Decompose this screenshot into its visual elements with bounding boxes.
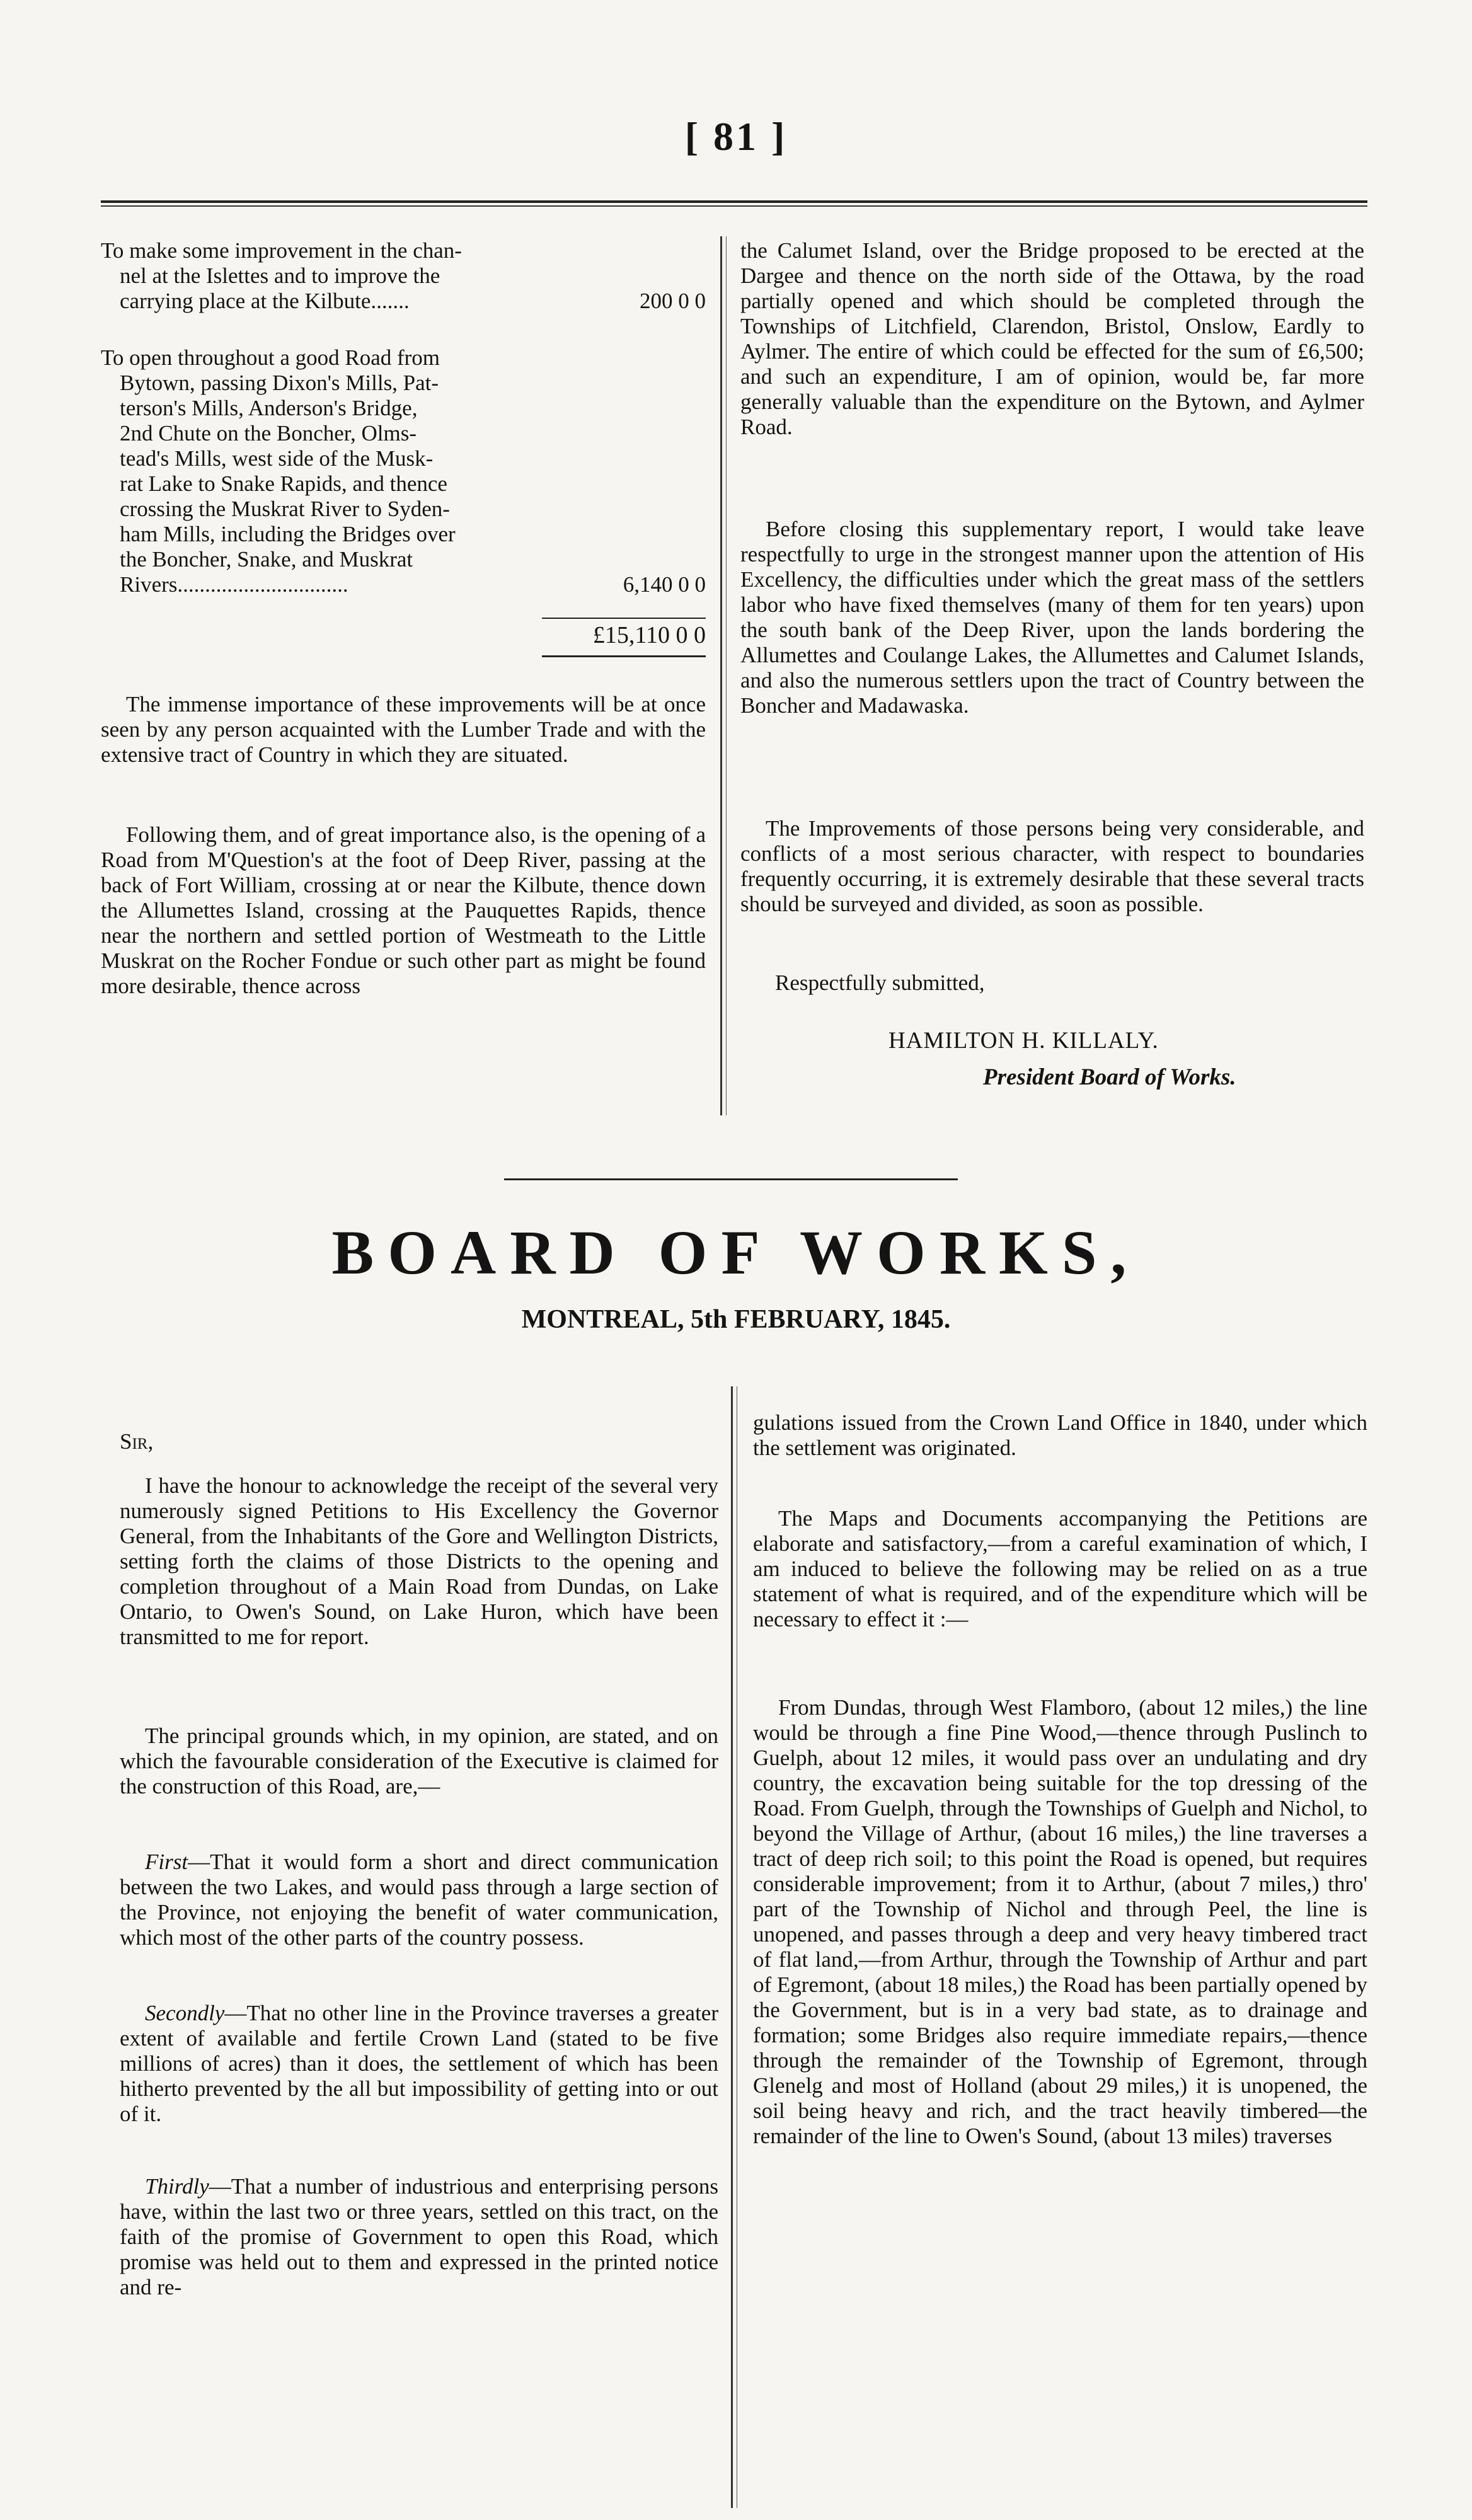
reason-second-text: —That no other line in the Province traverses a greater extent of available and fertile Crown Land (stated to be five millions of acres) than it does, the settlement of which has been hitherto prevented by the all but impossibility of getting into or out of it. [120,2001,718,2126]
section-divider-rule [504,1178,958,1180]
signature-title: President Board of Works. [983,1064,1236,1090]
top-left-paragraph-1: The immense importance of these improvements will be at once seen by any person acquainted with the Lumber Trade and with the extensive tract of Country in which they are situated. [101,692,706,767]
top-right-paragraph-2: Before closing this supplementary report, I would take leave respectfully to urge in the strongest manner upon the attention of His Excellency, the difficulties under which the great mass of the settlers labor who have fixed themselves (many of them for ten years) upon the south bank of the Deep River, upon the lands bordering the Allumettes and Coulange Lakes, the Allumettes and Calumet Islands, and also the numerous settlers upon the tract of Country between the Boncher and Madawaska. [740,517,1364,718]
entry-line: crossing the Muskrat River to Syden- [120,497,450,521]
expense-entry-islettes [101,238,618,314]
entry-amount-bytown-road: 6,140 0 0 [623,572,706,597]
bottom-right-paragraph-1: gulations issued from the Crown Land Office in 1840, under which the settlement was originated. [753,1410,1367,1460]
top-rule [101,200,1367,203]
total-amount: £15,110 0 0 [592,622,706,648]
bottom-right-paragraph-2: The Maps and Documents accompanying the Petitions are elaborate and satisfactory,—from a careful examination of which, I am induced to believe the following may be relied on as a true statement of what is required, and of the expenditure which will be necessary to effect it :— [753,1506,1367,1631]
top-right-paragraph-1: the Calumet Island, over the Bridge proposed to be erected at the Dargee and thence on the north side of the Ottawa, by the road partially opened and which should be completed through the Townships of Litchfield, Clarendon, Bristol, Onslow, Eardly to Aylmer. The entire of which could be effected for the sum of £6,500; and such an expenditure, I am of opinion, would be, far more generally valuable than the expenditure on the Bytown, and Aylmer Road. [740,238,1364,439]
entry-line: tead's Mills, west side of the Musk- [120,446,434,471]
entry-line: Rivers............................... [120,572,348,597]
column-divider-top-thin [726,236,727,1115]
reason-first [120,1850,718,1950]
reason-second-label: Secondly [145,2001,225,2025]
top-left-paragraph-2: Following them, and of great importance also, is the opening of a Road from M'Question's at the foot of Deep River, passing at the back of Fort William, crossing at or near the Kilbute, thence down the Allumettes Island, crossing at the Pauquettes Rapids, thence near the northern and settled portion of Westmeath to the Little Muskrat on the Rocher Fondue or such other part as might be found more desirable, thence across [101,822,706,998]
reason-first-text: —That it would form a short and direct communication between the two Lakes, and would pass through a large section of the Province, not enjoying the benefit of water communication, which most of the other parts of the country possess. [120,1850,718,1950]
reason-first-label: First [145,1850,188,1874]
column-divider-bottom [731,1386,733,2508]
column-divider-top [720,236,722,1115]
signature-name: HAMILTON H. KILLALY. [888,1028,1159,1054]
entry-line: the Boncher, Snake, and Muskrat [120,547,413,572]
page-number: [ 81 ] [684,114,788,159]
entry-amount-islettes: 200 0 0 [640,289,706,313]
salutation: Sir, [120,1429,154,1454]
reason-third [120,2174,718,2300]
top-rule-thin [101,205,1367,207]
entry-line: 2nd Chute on the Boncher, Olms- [120,421,417,446]
top-right-paragraph-3: The Improvements of those persons being very considerable, and conflicts of a most serious character, with respect to boundaries frequently occurring, it is extremely desirable that these several tracts should be surveyed and divided, as soon as possible. [740,816,1364,916]
entry-line: nel at the Islettes and to improve the [120,263,440,288]
total-rule-upper [542,618,706,619]
entry-line: terson's Mills, Anderson's Bridge, [120,396,418,420]
reason-third-label: Thirdly [145,2174,209,2199]
bottom-right-paragraph-3: From Dundas, through West Flamboro, (about 12 miles,) the line would be through a fine Pine Wood,—thence through Puslinch to Guelph, about 12 miles, it would pass over an undulating and dry country, the excavation being suitable for the top dressing of the Road. From Guelph, through the Townships of Guelph and Nichol, to beyond the Village of Arthur, (about 16 miles,) the line traverses a tract of deep rich soil; to this point the Road is opened, but requires considerable improvement; from it to Arthur, (about 7 miles,) thro' part of the Township of Nichol and through Peel, the line is unopened, and passes through a deep and very heavy timbered tract of flat land,—from Arthur, through the Township of Arthur and part of Egremont, (about 18 miles,) the Road has been partially opened by the Government, but is in a very bad state, as to drainage and formation; some Bridges also require immediate repairs,—thence through the remainder of the Township of Egremont, through Glenelg and most of Holland (about 29 miles,) it is unopened, the soil being heavy and rich, and the tract heavily timbered—the remainder of the line to Owen's Sound, (about 13 miles) traverses [753,1695,1367,2148]
section-dateline: MONTREAL, 5th FEBRUARY, 1845. [521,1305,951,1334]
bottom-left-paragraph-1: I have the honour to acknowledge the receipt of the several very numerously signed Petitions to His Excellency the Governor General, from the Inhabitants of the Gore and Wellington Districts, setting forth the claims of those Districts to the opening and completion throughout of a Main Road from Dundas, on Lake Ontario, to Owen's Sound, on Lake Huron, which have been transmitted to me for report. [120,1473,718,1649]
section-heading: BOARD OF WORKS, [331,1217,1141,1287]
bottom-left-paragraph-2: The principal grounds which, in my opinion, are stated, and on which the favourable consideration of the Executive is claimed for the construction of this Road, are,— [120,1723,718,1798]
entry-line: To make some improvement in the chan- [101,238,462,263]
entry-line: ham Mills, including the Bridges over [120,522,456,546]
reason-third-text: —That a number of industrious and enterprising persons have, within the last two or three years, settled on this tract, on the faith of the promise of Government to open this Road, which promise was held out to them and expressed in the printed notice and re- [120,2174,718,2299]
entry-line: To open throughout a good Road from [101,345,440,370]
entry-line: rat Lake to Snake Rapids, and thence [120,471,447,496]
reason-second [120,2001,718,2127]
entry-line: carrying place at the Kilbute....... [120,289,410,313]
entry-line: Bytown, passing Dixon's Mills, Pat- [120,371,439,395]
total-rule-lower [542,655,706,657]
closing-line: Respectfully submitted, [775,970,985,995]
expense-entry-bytown-road [101,345,618,597]
